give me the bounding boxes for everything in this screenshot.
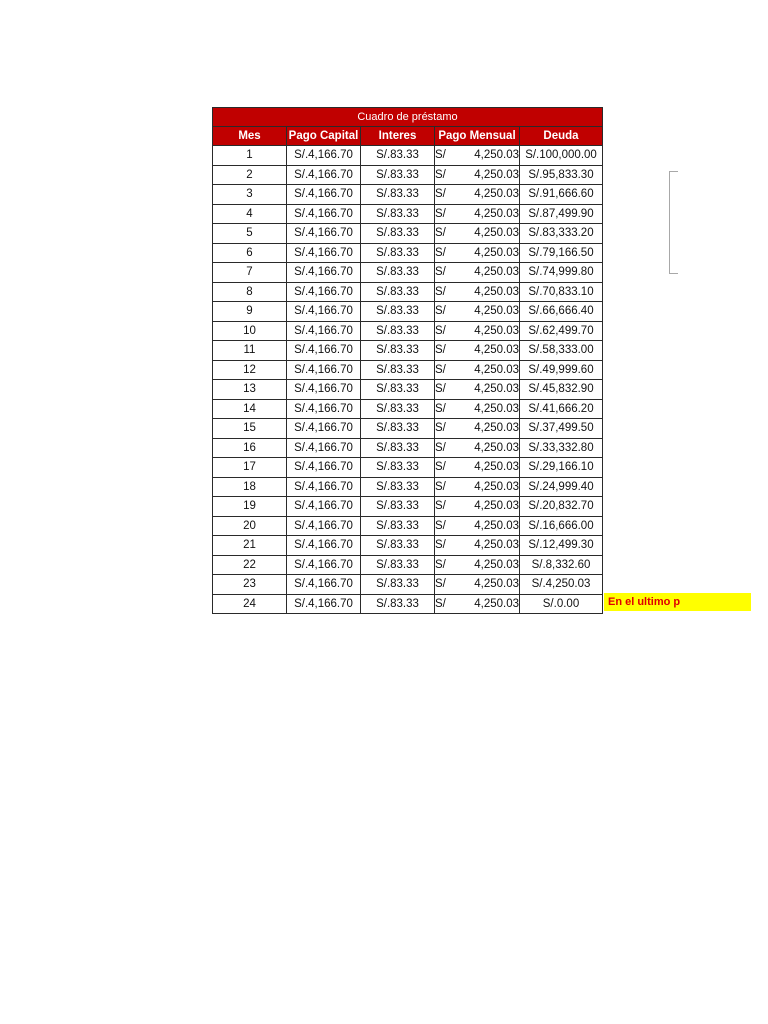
- pago-mensual-wrap: [435, 403, 519, 415]
- pago-mensual-amount: 4,250.03: [474, 305, 519, 318]
- cell-mes[interactable]: 20: [213, 516, 287, 536]
- table-row: [213, 243, 603, 263]
- cell-pago-capital[interactable]: S/.4,166.70: [287, 380, 361, 400]
- pago-mensual-wrap: [435, 325, 519, 337]
- cell-mes[interactable]: 1: [213, 146, 287, 166]
- cell-interes[interactable]: S/.83.33: [361, 438, 435, 458]
- table-row: [213, 399, 603, 419]
- pago-mensual-amount: 4,250.03: [474, 227, 519, 240]
- pago-mensual-wrap: [435, 520, 519, 532]
- pago-mensual-amount: 4,250.03: [474, 168, 519, 181]
- table-row: [213, 360, 603, 380]
- table-row: [213, 419, 603, 439]
- table-row: [213, 555, 603, 575]
- cell-pago-mensual[interactable]: [435, 302, 520, 322]
- cell-pago-mensual[interactable]: [435, 146, 520, 166]
- table-row: [213, 165, 603, 185]
- cell-deuda[interactable]: S/.20,832.70: [520, 497, 603, 517]
- cell-interes[interactable]: S/.83.33: [361, 516, 435, 536]
- cell-pago-capital[interactable]: S/.4,166.70: [287, 594, 361, 614]
- cell-interes[interactable]: S/.83.33: [361, 341, 435, 361]
- currency-symbol: S/: [435, 480, 446, 493]
- table-row: [213, 594, 603, 614]
- table-row: [213, 536, 603, 556]
- pago-mensual-wrap: [435, 364, 519, 376]
- pago-mensual-amount: 4,250.03: [474, 149, 519, 162]
- cell-mes[interactable]: 17: [213, 458, 287, 478]
- cell-pago-capital[interactable]: S/.4,166.70: [287, 360, 361, 380]
- pago-mensual-wrap: [435, 539, 519, 551]
- cell-pago-capital[interactable]: S/.4,166.70: [287, 243, 361, 263]
- cell-interes[interactable]: S/.83.33: [361, 321, 435, 341]
- currency-symbol: S/: [435, 461, 446, 474]
- column-header-mes[interactable]: Mes: [213, 127, 287, 146]
- pago-mensual-amount: 4,250.03: [474, 344, 519, 357]
- pago-mensual-wrap: [435, 422, 519, 434]
- cell-pago-mensual[interactable]: [435, 185, 520, 205]
- note-cell[interactable]: En el ultimo p: [604, 593, 751, 611]
- pago-mensual-amount: 4,250.03: [474, 266, 519, 279]
- table-row: [213, 282, 603, 302]
- cell-deuda[interactable]: S/.62,499.70: [520, 321, 603, 341]
- cell-deuda[interactable]: S/.87,499.90: [520, 204, 603, 224]
- table-row: [213, 575, 603, 595]
- cell-mes[interactable]: 16: [213, 438, 287, 458]
- cell-mes[interactable]: 3: [213, 185, 287, 205]
- pago-mensual-amount: 4,250.03: [474, 402, 519, 415]
- cell-deuda[interactable]: S/.4,250.03: [520, 575, 603, 595]
- pago-mensual-amount: 4,250.03: [474, 597, 519, 610]
- cell-pago-mensual[interactable]: [435, 438, 520, 458]
- cell-mes[interactable]: 24: [213, 594, 287, 614]
- cell-pago-capital[interactable]: S/.4,166.70: [287, 302, 361, 322]
- cell-pago-capital[interactable]: S/.4,166.70: [287, 341, 361, 361]
- pago-mensual-wrap: [435, 169, 519, 181]
- cell-mes[interactable]: 4: [213, 204, 287, 224]
- pago-mensual-amount: 4,250.03: [474, 539, 519, 552]
- pago-mensual-amount: 4,250.03: [474, 422, 519, 435]
- cell-pago-capital[interactable]: S/.4,166.70: [287, 165, 361, 185]
- cell-pago-mensual[interactable]: [435, 477, 520, 497]
- cell-mes[interactable]: 8: [213, 282, 287, 302]
- cell-interes[interactable]: S/.83.33: [361, 497, 435, 517]
- table-row: [213, 380, 603, 400]
- cell-interes[interactable]: S/.83.33: [361, 575, 435, 595]
- cell-interes[interactable]: S/.83.33: [361, 302, 435, 322]
- cell-pago-mensual[interactable]: [435, 555, 520, 575]
- cell-pago-capital[interactable]: S/.4,166.70: [287, 497, 361, 517]
- pago-mensual-amount: 4,250.03: [474, 519, 519, 532]
- cell-deuda[interactable]: S/.12,499.30: [520, 536, 603, 556]
- pago-mensual-amount: 4,250.03: [474, 207, 519, 220]
- cell-pago-mensual[interactable]: [435, 516, 520, 536]
- currency-symbol: S/: [435, 402, 446, 415]
- cell-mes[interactable]: 9: [213, 302, 287, 322]
- pago-mensual-wrap: [435, 442, 519, 454]
- cell-pago-capital[interactable]: S/.4,166.70: [287, 185, 361, 205]
- cell-interes[interactable]: S/.83.33: [361, 204, 435, 224]
- table-row: [213, 438, 603, 458]
- pago-mensual-amount: 4,250.03: [474, 324, 519, 337]
- table-row: [213, 516, 603, 536]
- cell-deuda[interactable]: S/.83,333.20: [520, 224, 603, 244]
- table-row: [213, 302, 603, 322]
- cell-mes[interactable]: 2: [213, 165, 287, 185]
- currency-symbol: S/: [435, 266, 446, 279]
- currency-symbol: S/: [435, 441, 446, 454]
- cell-deuda[interactable]: S/.70,833.10: [520, 282, 603, 302]
- cell-mes[interactable]: 15: [213, 419, 287, 439]
- table-row: [213, 185, 603, 205]
- cell-pago-mensual[interactable]: [435, 360, 520, 380]
- table-body: [213, 146, 603, 614]
- cell-mes[interactable]: 6: [213, 243, 287, 263]
- currency-symbol: S/: [435, 344, 446, 357]
- pago-mensual-wrap: [435, 247, 519, 259]
- side-bracket-shape: [669, 171, 678, 274]
- table-row: [213, 146, 603, 166]
- column-header-pago-capital[interactable]: Pago Capital: [287, 127, 361, 146]
- cell-pago-mensual[interactable]: [435, 263, 520, 283]
- cell-pago-mensual[interactable]: [435, 380, 520, 400]
- cell-mes[interactable]: 11: [213, 341, 287, 361]
- cell-mes[interactable]: 21: [213, 536, 287, 556]
- cell-deuda[interactable]: S/.95,833.30: [520, 165, 603, 185]
- cell-pago-mensual[interactable]: [435, 575, 520, 595]
- currency-symbol: S/: [435, 149, 446, 162]
- pago-mensual-wrap: [435, 227, 519, 239]
- cell-interes[interactable]: S/.83.33: [361, 419, 435, 439]
- cell-interes[interactable]: S/.83.33: [361, 594, 435, 614]
- cell-interes[interactable]: S/.83.33: [361, 399, 435, 419]
- cell-pago-capital[interactable]: S/.4,166.70: [287, 321, 361, 341]
- header-row: [213, 127, 603, 146]
- currency-symbol: S/: [435, 207, 446, 220]
- pago-mensual-wrap: [435, 598, 519, 610]
- cell-deuda[interactable]: S/.8,332.60: [520, 555, 603, 575]
- pago-mensual-wrap: [435, 383, 519, 395]
- pago-mensual-amount: 4,250.03: [474, 188, 519, 201]
- column-header-deuda[interactable]: Deuda: [520, 127, 603, 146]
- table-row: [213, 497, 603, 517]
- pago-mensual-wrap: [435, 578, 519, 590]
- pago-mensual-wrap: [435, 188, 519, 200]
- pago-mensual-amount: 4,250.03: [474, 461, 519, 474]
- pago-mensual-wrap: [435, 266, 519, 278]
- pago-mensual-amount: 4,250.03: [474, 285, 519, 298]
- cell-interes[interactable]: S/.83.33: [361, 165, 435, 185]
- cell-pago-capital[interactable]: S/.4,166.70: [287, 438, 361, 458]
- cell-pago-capital[interactable]: S/.4,166.70: [287, 204, 361, 224]
- currency-symbol: S/: [435, 324, 446, 337]
- cell-pago-mensual[interactable]: [435, 341, 520, 361]
- cell-pago-capital[interactable]: S/.4,166.70: [287, 458, 361, 478]
- cell-mes[interactable]: 22: [213, 555, 287, 575]
- cell-interes[interactable]: S/.83.33: [361, 380, 435, 400]
- pago-mensual-wrap: [435, 500, 519, 512]
- cell-pago-capital[interactable]: S/.4,166.70: [287, 419, 361, 439]
- cell-pago-capital[interactable]: S/.4,166.70: [287, 282, 361, 302]
- cell-pago-mensual[interactable]: [435, 321, 520, 341]
- cell-pago-mensual[interactable]: [435, 224, 520, 244]
- currency-symbol: S/: [435, 597, 446, 610]
- cell-interes[interactable]: S/.83.33: [361, 146, 435, 166]
- pago-mensual-amount: 4,250.03: [474, 480, 519, 493]
- cell-pago-mensual[interactable]: [435, 282, 520, 302]
- pago-mensual-wrap: [435, 208, 519, 220]
- currency-symbol: S/: [435, 285, 446, 298]
- cell-interes[interactable]: S/.83.33: [361, 458, 435, 478]
- cell-interes[interactable]: S/.83.33: [361, 477, 435, 497]
- pago-mensual-amount: 4,250.03: [474, 441, 519, 454]
- currency-symbol: S/: [435, 539, 446, 552]
- cell-pago-mensual[interactable]: [435, 243, 520, 263]
- currency-symbol: S/: [435, 558, 446, 571]
- cell-deuda[interactable]: S/.29,166.10: [520, 458, 603, 478]
- table-row: [213, 458, 603, 478]
- cell-pago-mensual[interactable]: [435, 458, 520, 478]
- pago-mensual-wrap: [435, 461, 519, 473]
- column-header-pago-mensual[interactable]: Pago Mensual: [435, 127, 520, 146]
- cell-pago-mensual[interactable]: [435, 399, 520, 419]
- cell-mes[interactable]: 12: [213, 360, 287, 380]
- cell-mes[interactable]: 14: [213, 399, 287, 419]
- pago-mensual-wrap: [435, 149, 519, 161]
- cell-deuda[interactable]: S/.41,666.20: [520, 399, 603, 419]
- cell-interes[interactable]: S/.83.33: [361, 555, 435, 575]
- pago-mensual-wrap: [435, 481, 519, 493]
- cell-pago-capital[interactable]: S/.4,166.70: [287, 263, 361, 283]
- cell-interes[interactable]: S/.83.33: [361, 263, 435, 283]
- cell-mes[interactable]: 19: [213, 497, 287, 517]
- cell-pago-mensual[interactable]: [435, 497, 520, 517]
- cell-pago-mensual[interactable]: [435, 594, 520, 614]
- currency-symbol: S/: [435, 422, 446, 435]
- currency-symbol: S/: [435, 227, 446, 240]
- cell-interes[interactable]: S/.83.33: [361, 185, 435, 205]
- pago-mensual-amount: 4,250.03: [474, 558, 519, 571]
- cell-pago-capital[interactable]: S/.4,166.70: [287, 477, 361, 497]
- cell-deuda[interactable]: S/.74,999.80: [520, 263, 603, 283]
- title-row: [213, 108, 603, 127]
- table-row: [213, 341, 603, 361]
- cell-pago-capital[interactable]: S/.4,166.70: [287, 536, 361, 556]
- cell-interes[interactable]: S/.83.33: [361, 536, 435, 556]
- cell-interes[interactable]: S/.83.33: [361, 282, 435, 302]
- table-row: [213, 224, 603, 244]
- currency-symbol: S/: [435, 246, 446, 259]
- cell-interes[interactable]: S/.83.33: [361, 360, 435, 380]
- currency-symbol: S/: [435, 383, 446, 396]
- currency-symbol: S/: [435, 519, 446, 532]
- cell-deuda[interactable]: S/.58,333.00: [520, 341, 603, 361]
- cell-mes[interactable]: 23: [213, 575, 287, 595]
- cell-deuda[interactable]: S/.79,166.50: [520, 243, 603, 263]
- cell-mes[interactable]: 10: [213, 321, 287, 341]
- currency-symbol: S/: [435, 500, 446, 513]
- currency-symbol: S/: [435, 305, 446, 318]
- cell-deuda[interactable]: S/.49,999.60: [520, 360, 603, 380]
- cell-deuda[interactable]: S/.91,666.60: [520, 185, 603, 205]
- loan-table: [212, 107, 603, 614]
- cell-deuda[interactable]: S/.24,999.40: [520, 477, 603, 497]
- table-row: [213, 321, 603, 341]
- cell-pago-capital[interactable]: S/.4,166.70: [287, 516, 361, 536]
- cell-deuda[interactable]: S/.0.00: [520, 594, 603, 614]
- pago-mensual-wrap: [435, 559, 519, 571]
- cell-deuda[interactable]: S/.66,666.40: [520, 302, 603, 322]
- pago-mensual-wrap: [435, 305, 519, 317]
- column-header-interes[interactable]: Interes: [361, 127, 435, 146]
- cell-interes[interactable]: S/.83.33: [361, 243, 435, 263]
- pago-mensual-wrap: [435, 286, 519, 298]
- pago-mensual-wrap: [435, 344, 519, 356]
- cell-mes[interactable]: 7: [213, 263, 287, 283]
- cell-pago-mensual[interactable]: [435, 165, 520, 185]
- cell-deuda[interactable]: S/.16,666.00: [520, 516, 603, 536]
- table-title[interactable]: Cuadro de préstamo: [213, 108, 603, 127]
- cell-pago-capital[interactable]: S/.4,166.70: [287, 399, 361, 419]
- table-row: [213, 263, 603, 283]
- cell-interes[interactable]: S/.83.33: [361, 224, 435, 244]
- pago-mensual-amount: 4,250.03: [474, 363, 519, 376]
- cell-pago-capital[interactable]: S/.4,166.70: [287, 146, 361, 166]
- cell-mes[interactable]: 18: [213, 477, 287, 497]
- cell-deuda[interactable]: S/.33,332.80: [520, 438, 603, 458]
- pago-mensual-amount: 4,250.03: [474, 578, 519, 591]
- cell-pago-capital[interactable]: S/.4,166.70: [287, 224, 361, 244]
- cell-mes[interactable]: 13: [213, 380, 287, 400]
- cell-pago-capital[interactable]: S/.4,166.70: [287, 575, 361, 595]
- table-row: [213, 204, 603, 224]
- cell-mes[interactable]: 5: [213, 224, 287, 244]
- currency-symbol: S/: [435, 168, 446, 181]
- currency-symbol: S/: [435, 578, 446, 591]
- pago-mensual-amount: 4,250.03: [474, 500, 519, 513]
- cell-deuda[interactable]: S/.37,499.50: [520, 419, 603, 439]
- cell-deuda[interactable]: S/.100,000.00: [520, 146, 603, 166]
- cell-pago-mensual[interactable]: [435, 419, 520, 439]
- cell-pago-mensual[interactable]: [435, 204, 520, 224]
- currency-symbol: S/: [435, 188, 446, 201]
- cell-pago-capital[interactable]: S/.4,166.70: [287, 555, 361, 575]
- pago-mensual-amount: 4,250.03: [474, 383, 519, 396]
- pago-mensual-amount: 4,250.03: [474, 246, 519, 259]
- cell-deuda[interactable]: S/.45,832.90: [520, 380, 603, 400]
- cell-pago-mensual[interactable]: [435, 536, 520, 556]
- currency-symbol: S/: [435, 363, 446, 376]
- table-row: [213, 477, 603, 497]
